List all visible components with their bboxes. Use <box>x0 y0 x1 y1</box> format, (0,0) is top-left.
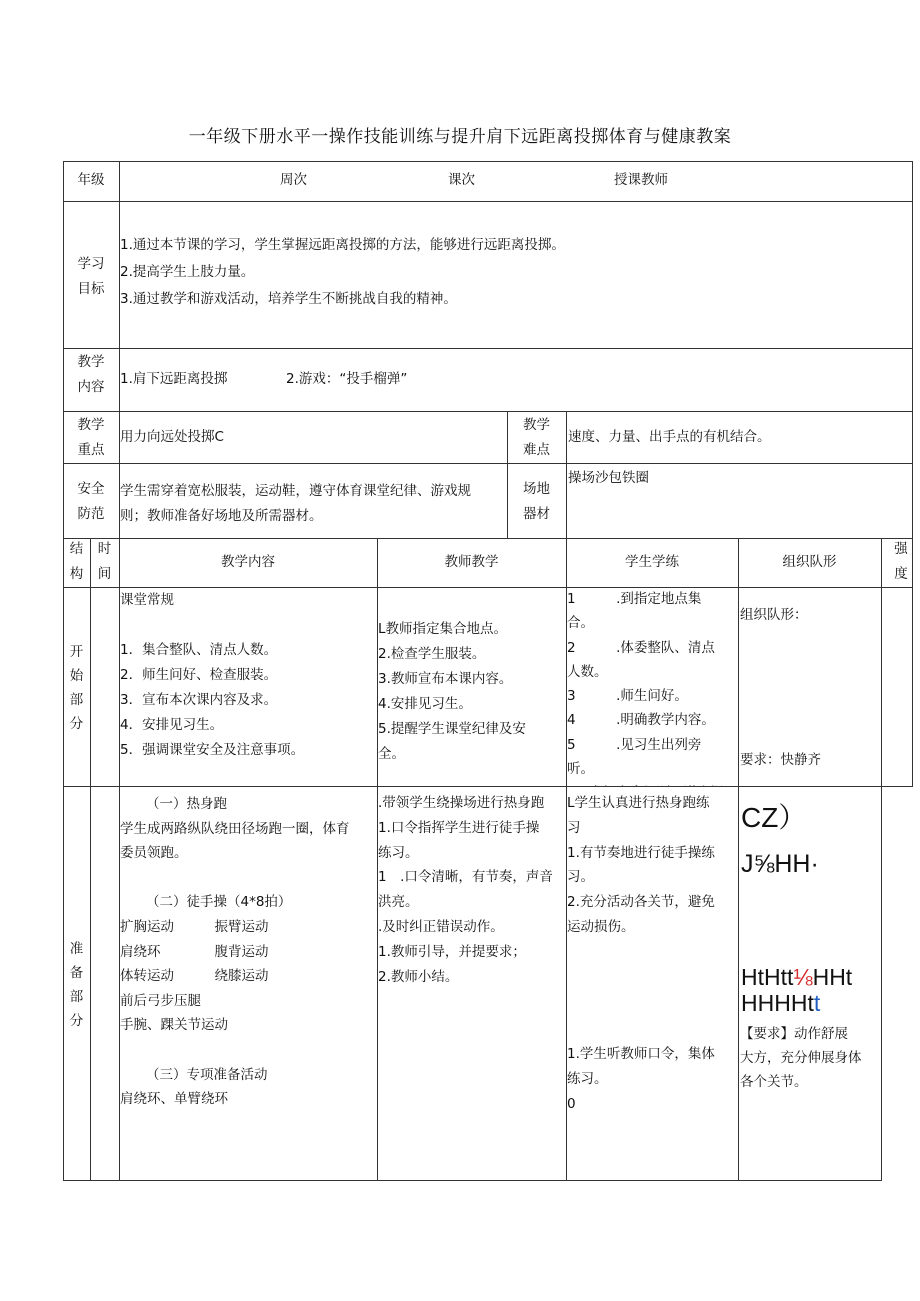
objectives-list <box>120 232 565 313</box>
content-label: 教学 内容 <box>77 354 105 395</box>
formation-glyph-4: HHHHtt <box>741 990 821 1016</box>
content-item-1: 1.肩下远距离投掷 <box>120 371 228 387</box>
teacher-header: 教师教学 <box>444 554 499 570</box>
key-label: 教学 重点 <box>77 417 105 458</box>
difficulty-label: 教学 难点 <box>523 417 550 458</box>
objectives-label: 学习 目标 <box>77 256 105 297</box>
prep-content: （一）热身跑 学生成两路纵队绕田径场跑一圈，体育 委员领跑。 （二）徒手操（4*8拍） 扩胸运动 振臂运动 肩绕环 腹背运动 体转运动 绕膝运动 前后弓步压腿 手腕、踝关节运动 （三）专项准备活动 肩绕环、单臂绕环 <box>120 796 350 1108</box>
start-student: 1 .到指定地点集 合。 2 .体委整队、清点 人数。 3 .师生问好。 4 .明确教学内容。 5 .见习生出列旁 听。 <box>567 591 715 778</box>
prep-student-top: L学生认真进行热身跑练 习 1.有节奏地进行徒手操练 习。 2.充分活动各关节，避免 运动损伤。 <box>567 795 715 935</box>
start-formation-label: 组织队形： <box>740 607 808 623</box>
formation-glyph-3: HtHtt⅛HHt <box>741 964 853 990</box>
difficulty-text: 速度、力量、出手点的有机结合。 <box>568 429 771 445</box>
objective-item: 1.通过本节课的学习，学生掌握远距离投掷的方法，能够进行远距离投掷。 <box>120 237 565 253</box>
start-teacher: L教师指定集合地点。 2.检查学生服装。 3.教师宣布本课内容。 4.安排见习生。 5.提醒学生课堂纪律及安 全。 <box>378 621 526 762</box>
formation-header: 组织队形 <box>782 554 837 570</box>
start-content: 课堂常规 1．集合整队、清点人数。 2．师生问好、检查服装。 3．宣布本次课内容及求。 4．安排见习生。 5．强调课堂安全及注意事项。 <box>120 592 305 758</box>
venue-label: 场地 器材 <box>523 481 550 522</box>
time-header: 时 间 <box>97 541 112 582</box>
safety-label: 安全 防范 <box>77 481 105 522</box>
start-formation-requirement: 要求：快静齐 <box>740 752 821 768</box>
prep-formation-requirement: 【要求】动作舒展 大方，充分伸展身体 各个关节。 <box>740 1026 862 1090</box>
formation-glyph-1: CZ） <box>741 802 807 833</box>
structure-header: 结 构 <box>69 541 84 582</box>
intensity-header: 强 度 <box>894 541 908 582</box>
teacher-label: 授课教师 <box>614 172 668 188</box>
objective-item: 2.提高学生上肢力量。 <box>120 264 255 280</box>
prep-student-bottom: 1.学生听教师口令，集体 练习。 0 <box>567 1046 715 1112</box>
venue-text: 操场沙包铁圈 <box>568 470 649 486</box>
formation-glyph-2: J⅝HH· <box>741 850 819 878</box>
start-section-label: 开 始 部 分 <box>69 644 84 732</box>
content-header: 教学内容 <box>221 554 275 570</box>
safety-text: 学生需穿着宽松服装，运动鞋，遵守体育课堂纪律、游戏规 则；教师准备好场地及所需器材。 <box>120 483 471 524</box>
key-text: 用力向远处投掷C <box>120 429 224 445</box>
student-header: 学生学练 <box>625 554 679 570</box>
lesson-number-label: 课次 <box>448 172 475 188</box>
prep-section-label: 准 备 部 分 <box>69 941 84 1029</box>
grade-label: 年级 <box>77 172 105 188</box>
page-title: 一年级下册水平一操作技能训练与提升肩下远距离投掷体育与健康教案 <box>188 127 732 147</box>
content-item-2: 2.游戏：“投手榴弹” <box>286 371 408 387</box>
week-label: 周次 <box>280 172 307 188</box>
prep-teacher: .带领学生绕操场进行热身跑 1.口令指挥学生进行徒手操 练习。 1 .口令清晰，有节奏，声音 洪亮。 .及时纠正错误动作。 1.教师引导，并提要求； 2.教师小结。 <box>378 795 553 985</box>
objective-item: 3.通过教学和游戏活动，培养学生不断挑战自我的精神。 <box>120 291 457 307</box>
